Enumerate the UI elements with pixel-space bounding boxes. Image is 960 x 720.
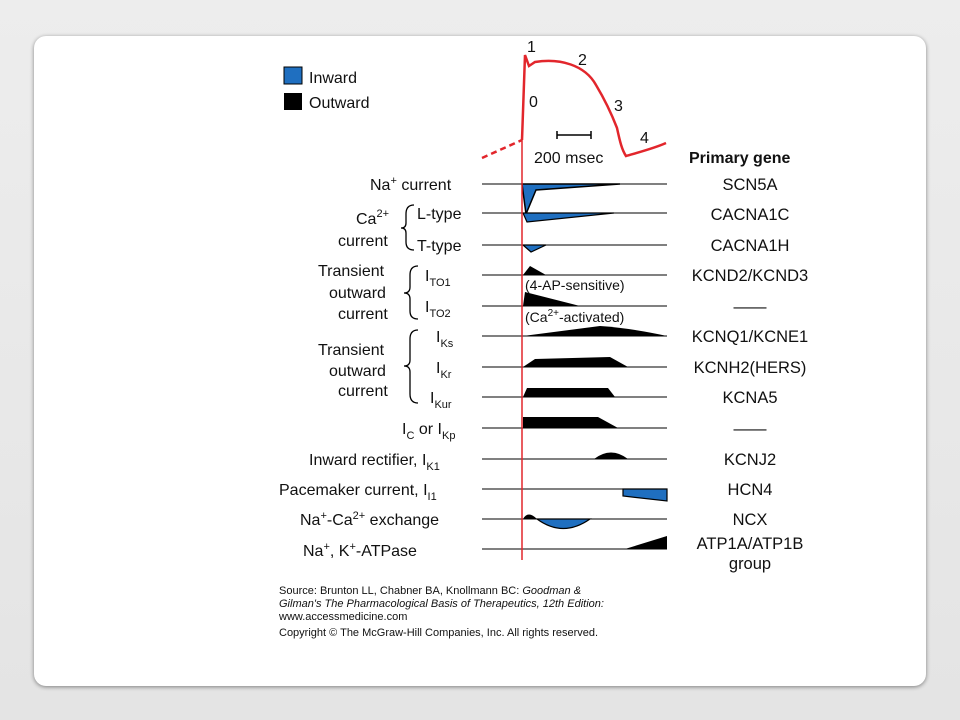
t-type-ca-trace (523, 245, 546, 252)
ic-ikp-trace (523, 417, 618, 428)
ito1-trace (523, 266, 546, 275)
primary-gene-header: Primary gene (689, 150, 791, 167)
if-pacemaker-trace (623, 489, 667, 501)
ic-ikp-label: $I_C$ or $I_{Kp}$ (402, 421, 456, 442)
gene-cacna1h: CACNA1H (710, 237, 790, 255)
k-brace (404, 330, 418, 403)
na-current-label: Na+ current (370, 175, 452, 194)
legend-outward-label: Outward (309, 95, 370, 112)
ito2-note: $(Ca^{2+}-activated)$ (525, 308, 625, 325)
source-line-3: www.accessmedicine.com (279, 611, 408, 623)
gene-group: group (728, 555, 772, 573)
source-line-2: Gilman's The Pharmacological Basis of Therapeutics, 12th Edition: (279, 598, 604, 610)
iks-trace (523, 326, 667, 336)
legend-inward-swatch (284, 67, 302, 84)
iks-label: $I_{Ks}$ (436, 329, 454, 350)
ap-phase-2: 2 (578, 52, 587, 69)
ncx-label: $Na^+-Ca^{2+}$ exchange (300, 510, 440, 529)
l-type-ca-trace (523, 213, 614, 222)
ca-current-label-line1: $Ca^{2+}$ (356, 208, 389, 228)
t-type-label: T-type (417, 238, 462, 255)
ap-phase-0: 0 (529, 94, 538, 111)
gene-ito2-none: —— (733, 298, 767, 316)
to-group-label-line1: Transient (318, 263, 385, 280)
time-scale-bar (557, 131, 591, 139)
copyright-line: Copyright © The McGraw-Hill Companies, Inc. All rights reserved. (279, 627, 599, 639)
ik1-label: Inward rectifier, $I_{K1}$ (309, 452, 440, 473)
ap-phase-1: 1 (527, 39, 536, 56)
na-current-trace (522, 184, 620, 214)
ap-resting-dashed (482, 140, 522, 158)
gene-kcnd2-kcnd3: KCND2/KCND3 (691, 267, 809, 285)
gene-scn5a: SCN5A (722, 176, 778, 194)
ikr-label: $I_{Kr}$ (436, 360, 452, 381)
ito2-trace (523, 292, 580, 306)
to-brace (404, 266, 418, 319)
gene-ncx: NCX (732, 511, 768, 529)
gene-hcn4: HCN4 (727, 481, 773, 499)
k-group-label-line2: outward (329, 363, 386, 380)
ik1-trace (594, 453, 628, 460)
gene-ic-none: —— (733, 420, 767, 438)
k-group-label-line3: current (338, 383, 388, 400)
gene-kcnh2: KCNH2(HERS) (693, 359, 807, 377)
ncx-outward-trace (523, 515, 537, 520)
ito2-label: $I_{TO2}$ (425, 299, 451, 320)
gene-column (692, 176, 808, 573)
ito1-note: (4-AP-sensitive) (525, 277, 625, 293)
ca-brace (401, 205, 414, 250)
ikur-label: $I_{Kur}$ (430, 390, 452, 411)
gene-kcnj2: KCNJ2 (723, 451, 777, 469)
l-type-label: L-type (417, 206, 462, 223)
ap-phase-4: 4 (640, 130, 649, 147)
ito1-label: $I_{TO1}$ (425, 268, 451, 289)
atpase-label: Na+, K+-ATPase (303, 541, 417, 560)
gene-kcna5: KCNA5 (722, 389, 778, 407)
time-scale-label: 200 msec (534, 150, 604, 167)
legend-outward-swatch (284, 93, 302, 110)
gene-atp1a-atp1b: ATP1A/ATP1B (696, 535, 804, 553)
gene-cacna1c: CACNA1C (710, 206, 790, 224)
ncx-inward-trace (537, 519, 590, 529)
to-group-label-line2: outward (329, 285, 386, 302)
ikur-trace (523, 388, 615, 397)
ca-current-label-line2: current (338, 233, 388, 250)
to-group-label-line3: current (338, 306, 388, 323)
source-line-1: Source: Brunton LL, Chabner BA, Knollmann BC: Goodman & (279, 585, 582, 597)
legend-inward-label: Inward (309, 70, 358, 87)
ikr-trace (523, 357, 628, 367)
if-label: Pacemaker current, $I_{I1}$ (279, 482, 437, 503)
ap-phase-3: 3 (614, 98, 623, 115)
gene-kcnq1-kcne1: KCNQ1/KCNE1 (691, 328, 809, 346)
na-k-atpase-trace (625, 536, 667, 549)
k-group-label-line1: Transient (318, 342, 385, 359)
